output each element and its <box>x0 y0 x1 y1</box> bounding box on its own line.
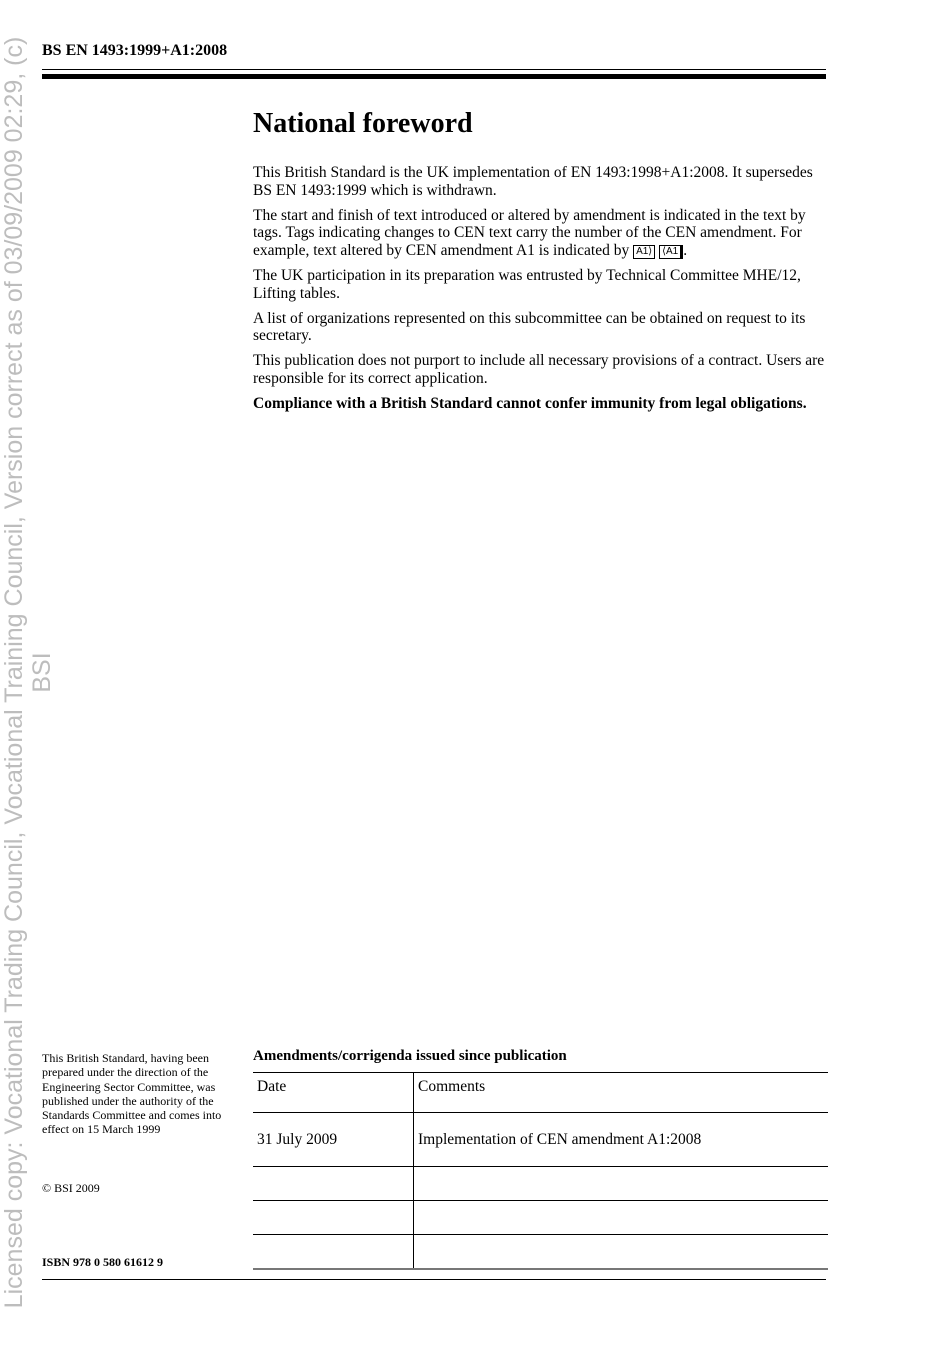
copyright: © BSI 2009 <box>42 1181 100 1195</box>
page-title: National foreword <box>253 108 473 139</box>
cell-comments: Implementation of CEN amendment A1:2008 <box>414 1113 829 1167</box>
compliance-statement: Compliance with a British Standard cannot confer immunity from legal obligations. <box>253 394 807 412</box>
license-watermark <box>0 0 56 1345</box>
table-row <box>253 1167 828 1201</box>
cell-empty <box>253 1201 414 1235</box>
table-row <box>253 1235 828 1270</box>
cell-empty <box>414 1201 829 1235</box>
paragraph: This British Standard is the UK implementation of EN 1493:1998+A1:2008. It supersedes BS EN 1493:1999 which is withdrawn. <box>253 164 813 199</box>
table-row <box>253 1113 828 1167</box>
document-id: BS EN 1493:1999+A1:2008 <box>42 42 228 59</box>
table-header-row <box>253 1073 828 1113</box>
paragraph: This publication does not purport to include all necessary provisions of a contract. Users are responsible for its correct application. <box>253 352 825 387</box>
paragraph: A list of organizations represented on this subcommittee can be obtained on request to its secretary. <box>253 309 806 345</box>
paragraph: The UK participation in its preparation was entrusted by Technical Committee MHE/12, Lifting tables. <box>253 266 801 302</box>
paragraph: The start and finish of text introduced or altered by amendment is indicated in the text by tags. Tags indicating changes to CEN text carry the number of the CEN amendment. For example, text altered by CEN amendment A1 is indicated by A1⟩ ⟨A1 . <box>253 206 806 260</box>
cell-empty <box>253 1167 414 1201</box>
cell-empty <box>253 1235 414 1270</box>
footer-rule <box>42 1279 826 1280</box>
paragraph-text: The start and finish of text introduced or altered by amendment is indicated in the text by tags. Tags indicating changes to CEN text carry the number of the CEN amendment. For example, text altered by CEN amendment A1 is indicated by <box>253 206 806 260</box>
cell-date: 31 July 2009 <box>253 1113 414 1167</box>
header-rule-thick <box>42 74 826 79</box>
foreword-body <box>253 164 833 420</box>
isbn: ISBN 978 0 580 61612 9 <box>42 1255 164 1269</box>
table-row <box>253 1201 828 1235</box>
publication-note: This British Standard, having been prepared under the direction of the Engineering Sector Committee, was published under the authority of the Standards Committee and comes into effect on 15 March 1999 <box>42 1051 222 1137</box>
header-date: Date <box>253 1073 414 1113</box>
cell-empty <box>414 1167 829 1201</box>
amendment-start-tag: A1⟩ <box>633 245 655 259</box>
amendment-end-tag: ⟨A1 <box>659 245 683 259</box>
header-rule-thin <box>42 69 826 70</box>
cell-empty <box>414 1235 829 1270</box>
header-comments: Comments <box>414 1073 829 1113</box>
amendments-table <box>253 1072 828 1270</box>
amendments-title: Amendments/corrigenda issued since publication <box>253 1048 567 1064</box>
watermark-line: BSI <box>28 652 56 693</box>
watermark-line: Licensed copy: Vocational Trading Council, Vocational Training Council, Version correct as of 03/09/2009 02:29, (c) <box>0 36 28 1309</box>
